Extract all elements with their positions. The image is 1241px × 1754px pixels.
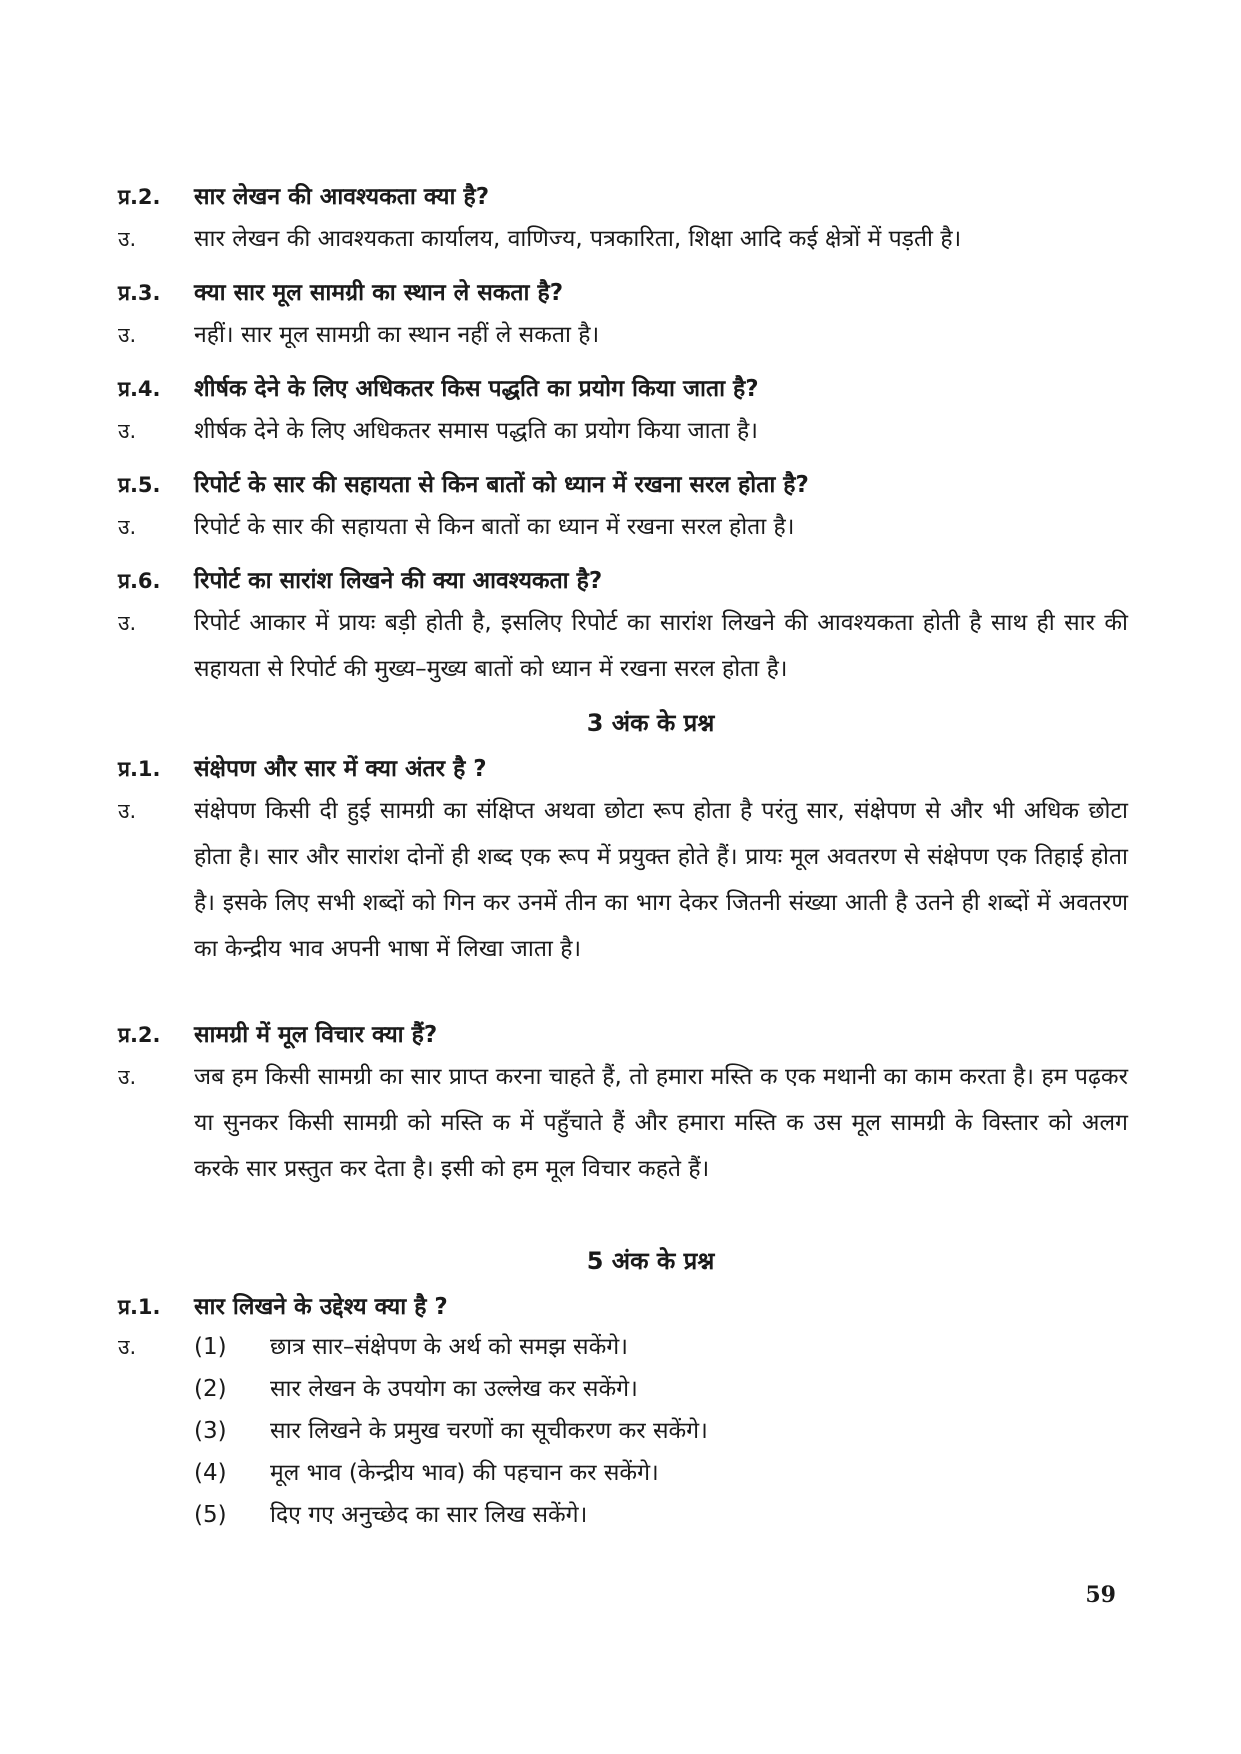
list-item-number: (2) [194,1376,227,1402]
question-label: प्र.5. [118,473,161,497]
question-text: सार लेखन की आवश्यकता क्या है? [194,184,490,210]
list-item-text: सार लेखन के उपयोग का उल्लेख कर सकेंगे। [270,1376,638,1402]
answer-row [118,408,1128,454]
question-row [118,370,1128,408]
question-text: संक्षेपण और सार में क्या अंतर है ? [194,756,487,782]
question-label: प्र.1. [118,1295,161,1319]
answer-text: शीर्षक देने के लिए अधिकतर समास पद्धति का प्रयोग किया जाता है। [194,418,758,444]
question-row [118,562,1128,600]
question-label: प्र.1. [118,757,161,781]
question-row [118,274,1128,312]
answer-row [118,788,1128,972]
question-label: प्र.3. [118,281,161,305]
qa-block [118,274,1128,358]
question-row [118,750,1128,788]
answer-label: उ. [118,227,137,251]
list-item-text: सार लिखने के प्रमुख चरणों का सूचीकरण कर सकेंगे। [270,1418,708,1444]
list-item-number: (3) [194,1418,227,1444]
question-text: क्या सार मूल सामग्री का स्थान ले सकता है? [194,280,564,306]
answer-label: उ. [118,323,137,347]
answer-label: उ. [118,1065,137,1089]
answer-row [118,504,1128,550]
answer-text: जब हम किसी सामग्री का सार प्राप्त करना चाहते हैं, तो हमारा मस्ति क एक मथानी का काम करता है। हम पढ़कर या सुनकर किसी सामग्री को मस्ति क में पहुँचाते हैं और हमारा मस्ति क उस मूल सामग्री के विस्तार को अलग करके सार प्रस्तुत कर देता है। इसी को हम मूल विचार कहते हैं। [194,1064,1128,1182]
question-row [118,1016,1128,1054]
answer-label: उ. [118,611,137,635]
list-item [194,1494,1128,1536]
answer-row [118,312,1128,358]
question-text: सामग्री में मूल विचार क्या हैं? [194,1022,438,1048]
answer-text: नहीं। सार मूल सामग्री का स्थान नहीं ले सकता है। [194,322,600,348]
section-heading: 5 अंक के प्रश्न [586,1247,715,1275]
qa-block [118,178,1128,262]
list-item-text: छात्र सार–संक्षेपण के अर्थ को समझ सकेंगे। [270,1334,628,1360]
answer-label: उ. [118,419,137,443]
question-row [118,1288,1128,1326]
answer-label: उ. [118,799,137,823]
qa-block [118,466,1128,550]
list-item [194,1368,1128,1410]
answer-row [118,1326,1128,1536]
answer-label: उ. [118,1335,137,1359]
question-row [118,466,1128,504]
list-item-text: दिए गए अनुच्छेद का सार लिख सकेंगे। [270,1502,588,1528]
section-heading: 3 अंक के प्रश्न [586,709,715,737]
qa-block [118,1288,1128,1536]
page-number: 59 [1085,1582,1116,1608]
question-label: प्र.6. [118,569,161,593]
list-item [194,1410,1128,1452]
answer-text: रिपोर्ट आकार में प्रायः बड़ी होती है, इसलिए रिपोर्ट का सारांश लिखने की आवश्यकता होती है साथ ही सार की सहायता से रिपोर्ट की मुख्य–मुख्य बातों को ध्यान में रखना सरल होता है। [194,610,1128,682]
question-text: रिपोर्ट के सार की सहायता से किन बातों को ध्यान में रखना सरल होता है? [194,472,809,498]
answer-text: सार लेखन की आवश्यकता कार्यालय, वाणिज्य, पत्रकारिता, शिक्षा आदि कई क्षेत्रों में पड़ती है। [194,226,962,252]
list-item-number: (5) [194,1502,227,1528]
qa-block [118,1016,1128,1192]
list-item-number: (1) [194,1334,227,1360]
answer-text: संक्षेपण किसी दी हुई सामग्री का संक्षिप्त अथवा छोटा रूप होता है परंतु सार, संक्षेपण से और भी अधिक छोटा होता है। सार और सारांश दोनों ही शब्द एक रूप में प्रयुक्त होते हैं। प्रायः मूल अवतरण से संक्षेपण एक तिहाई होता है। इसके लिए सभी शब्दों को गिन कर उनमें तीन का भाग देकर जितनी संख्या आती है उतने ही शब्दों में अवतरण का केन्द्रीय भाव अपनी भाषा में लिखा जाता है। [194,798,1128,962]
qa-block [118,370,1128,454]
list-item-text: मूल भाव (केन्द्रीय भाव) की पहचान कर सकेंगे। [270,1460,659,1486]
question-label: प्र.2. [118,185,161,209]
question-label: प्र.2. [118,1023,161,1047]
answer-text: रिपोर्ट के सार की सहायता से किन बातों का ध्यान में रखना सरल होता है। [194,514,795,540]
question-text: रिपोर्ट का सारांश लिखने की क्या आवश्यकता है? [194,568,603,594]
qa-block [118,750,1128,972]
list-item [194,1326,1128,1368]
answer-row [118,600,1128,692]
list-item [194,1452,1128,1494]
question-label: प्र.4. [118,377,161,401]
answer-row [118,1054,1128,1192]
question-text: शीर्षक देने के लिए अधिकतर किस पद्धति का प्रयोग किया जाता है? [194,376,759,402]
question-row [118,178,1128,216]
objectives-list [194,1326,1128,1536]
answer-label: उ. [118,515,137,539]
list-item-number: (4) [194,1460,227,1486]
question-text: सार लिखने के उद्देश्य क्या है ? [194,1294,448,1320]
qa-block [118,562,1128,692]
answer-row [118,216,1128,262]
